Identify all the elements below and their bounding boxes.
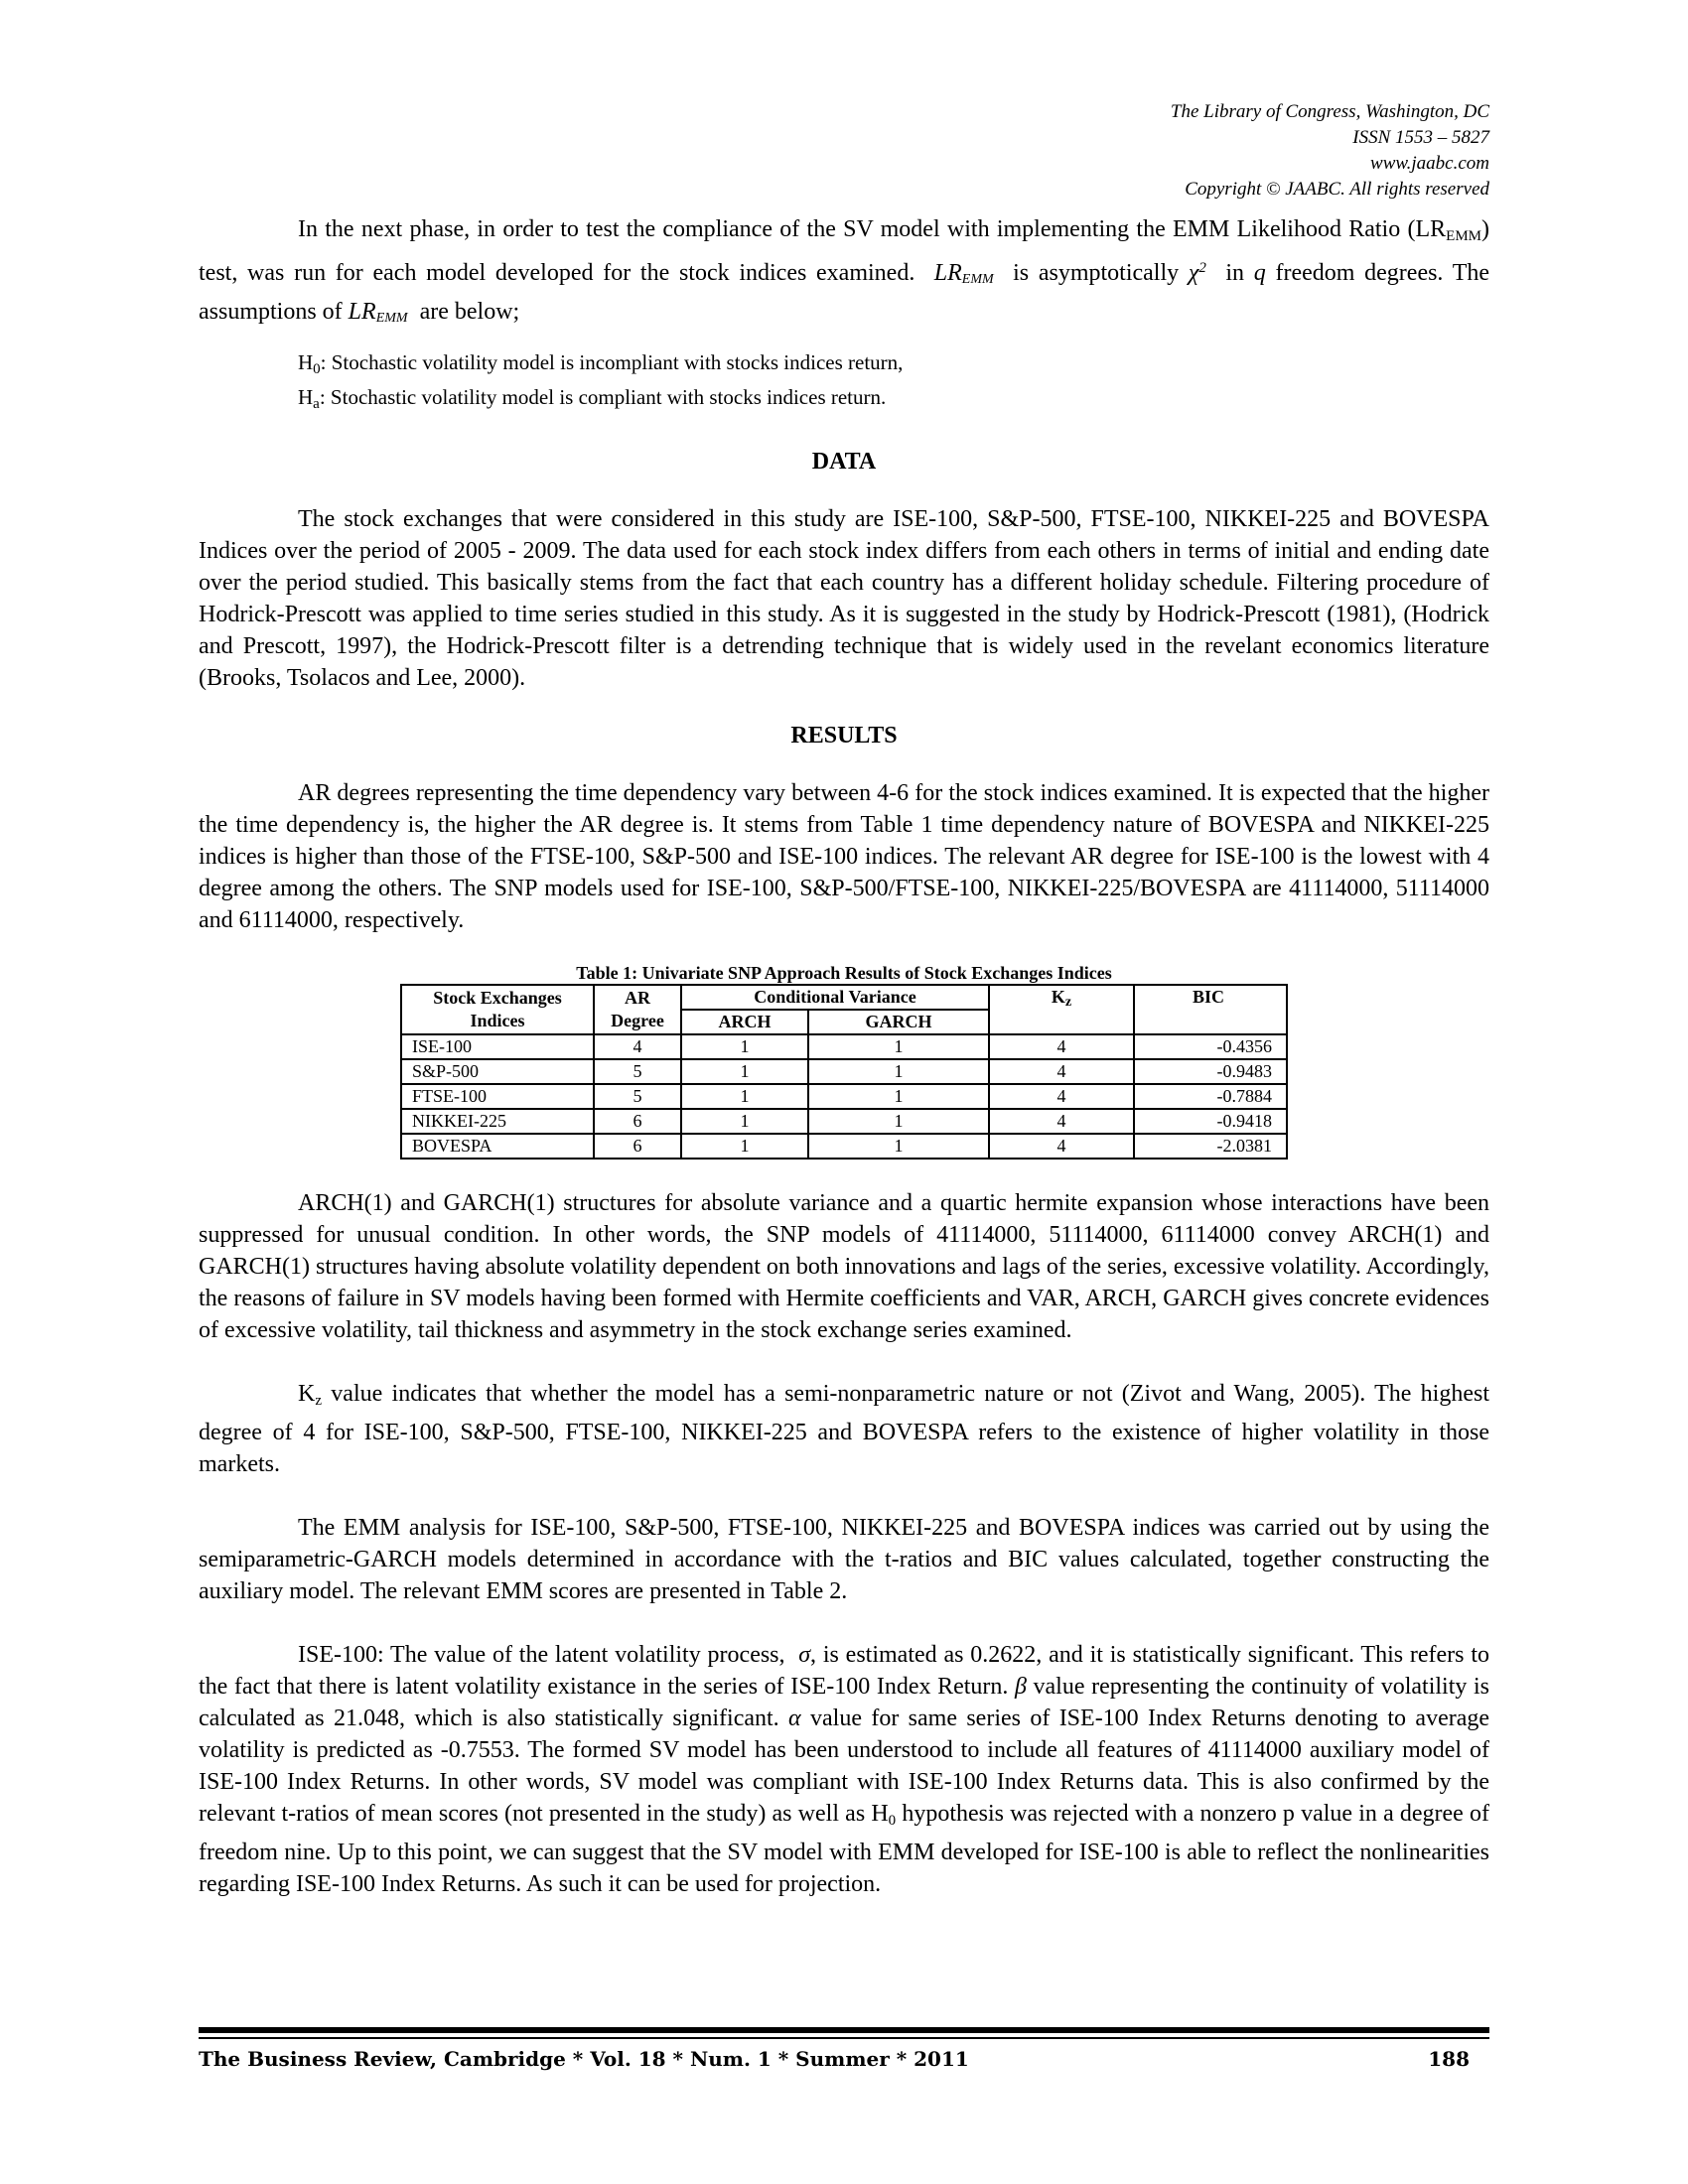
header-line-copyright: Copyright © JAABC. All rights reserved bbox=[1185, 179, 1489, 200]
page-number: 188 bbox=[1428, 2047, 1470, 2071]
results-heading: RESULTS bbox=[790, 723, 898, 749]
header-line-library: The Library of Congress, Washington, DC bbox=[1170, 101, 1489, 122]
table-row: FTSE-100 5 1 1 4 -0.7884 bbox=[401, 1084, 1287, 1109]
journal-header bbox=[1171, 99, 1489, 203]
table-row: ISE-100 4 1 1 4 -0.4356 bbox=[401, 1034, 1287, 1059]
chi-squared-symbol: $\chi^2$ bbox=[1188, 260, 1206, 286]
header-line-issn: ISSN 1553 – 5827 bbox=[1352, 127, 1489, 148]
arch-garch-paragraph: ARCH(1) and GARCH(1) structures for absolute variance and a quartic hermite expansion whose interactions have been suppressed for unusual condition. In other words, the SNP models of 41114000, 51114000, 61114000 convey ARCH(1) and GARCH(1) structures having absolute volatility dependent on both innovations and lags of the series, excessive volatility. Accordingly, the reasons of failure in SV models having been formed with Hermite coefficients and VAR, ARCH, GARCH gives concrete evidences of excessive volatility, tail thickness and asymmetry in the stock exchange series examined. bbox=[199, 1190, 1489, 1343]
beta-symbol: β bbox=[1014, 1674, 1027, 1700]
header-kz: Kz bbox=[989, 985, 1134, 1034]
header-bic: BIC bbox=[1134, 985, 1287, 1034]
footer-journal-info: The Business Review, Cambridge * Vol. 18 * Num. 1 * Summer * 2011 bbox=[199, 2047, 969, 2071]
results-table bbox=[400, 984, 1288, 1160]
null-hypothesis: $H_0$: Stochastic volatility model is incompliant with stocks indices return, bbox=[298, 350, 904, 377]
alpha-symbol: α bbox=[788, 1706, 801, 1731]
header-ar-degree: AR Degree bbox=[594, 985, 681, 1034]
kz-paragraph: $K_z$ value indicates that whether the model has a semi-nonparametric nature or not (Zivot and Wang, 2005). The highest degree of 4 for ISE-100, S&P-500, FTSE-100, NIKKEI-225 and BOVESPA refers to the existence of higher volatility in those markets. bbox=[199, 1381, 1489, 1477]
lr-emm-symbol-2: LREMM bbox=[348, 299, 408, 326]
table-caption: Table 1: Univariate SNP Approach Results of Stock Exchanges Indices bbox=[576, 963, 1112, 983]
article-body bbox=[199, 213, 1489, 1900]
intro-paragraph: In the next phase, in order to test the compliance of the SV model with implementing the EMM Likelihood Ratio $(LR_{EMM})$ test, was run for each model developed for the stock indices examined. LREMM is asymptotically $\chi^2$ in q freedom degrees. The assumptions of LREMM are below; bbox=[199, 216, 1490, 326]
table-row: BOVESPA 6 1 1 4 -2.0381 bbox=[401, 1134, 1287, 1159]
results-paragraph: AR degrees representing the time dependency vary between 4-6 for the stock indices examined. It is expected that the higher the time dependency is, the higher the AR degree is. It stems from Table 1 time dependency nature of BOVESPA and NIKKEI-225 indices is higher than those of the FTSE-100, S&P-500 and ISE-100 indices. The relevant AR degree for ISE-100 is the lowest with 4 degree among the others. The SNP models used for ISE-100, S&P-500/FTSE-100, NIKKEI-225/BOVESPA are 41114000, 51114000 and 61114000, respectively. bbox=[199, 780, 1489, 933]
header-stock-exchanges: Stock Exchanges Indices bbox=[401, 985, 594, 1034]
emm-paragraph: The EMM analysis for ISE-100, S&P-500, FTSE-100, NIKKEI-225 and BOVESPA indices was carried out by using the semiparametric-GARCH models determined in accordance with the t-ratios and BIC values calculated, together constructing the auxiliary model. The relevant EMM scores are presented in Table 2. bbox=[199, 1515, 1489, 1604]
sigma-symbol: σ bbox=[798, 1642, 811, 1668]
header-arch: ARCH bbox=[681, 1010, 808, 1034]
lr-emm-symbol: LREMM bbox=[933, 260, 994, 287]
hypotheses bbox=[298, 348, 1489, 418]
header-line-website: www.jaabc.com bbox=[1370, 153, 1489, 174]
ise100-paragraph: ISE-100: The value of the latent volatility process, σ, is estimated as 0.2622, and it is statistically significant. This refers to the fact that there is latent volatility existance in the series of ISE-100 Index Return. β value representing the continuity of volatility is calculated as 21.048, which is also statistically significant. α value for same series of ISE-100 Index Returns denoting to average volatility is predicted as -0.7553. The formed SV model has been understood to include all features of 41114000 auxiliary model of ISE-100 Index Returns. In other words, SV model was compliant with ISE-100 Index Returns data. This is also confirmed by the relevant t-ratios of mean scores (not presented in the study) as well as $H_0$ hypothesis was rejected with a nonzero p value in a degree of freedom nine. Up to this point, we can suggest that the SV model with EMM developed for ISE-100 is able to reflect the nonlinearities regarding ISE-100 Index Returns. As such it can be used for projection. bbox=[199, 1642, 1490, 1897]
alternative-hypothesis: $H_a$: Stochastic volatility model is compliant with stocks indices return. bbox=[298, 385, 887, 412]
header-garch: GARCH bbox=[808, 1010, 989, 1034]
header-conditional-variance: Conditional Variance bbox=[681, 985, 989, 1010]
footer-rule-thick bbox=[199, 2027, 1489, 2033]
data-paragraph: The stock exchanges that were considered in this study are ISE-100, S&P-500, FTSE-100, NIKKEI-225 and BOVESPA Indices over the period of 2005 - 2009. The data used for each stock index differs from each others in terms of initial and ending date over the period studied. This basically stems from the fact that each country has a different holiday schedule. Filtering procedure of Hodrick-Prescott was applied to time series studied in this study. As it is suggested in the study by Hodrick-Prescott (1981), (Hodrick and Prescott, 1997), the Hodrick-Prescott filter is a detrending technique that is widely used in the revelant economics literature (Brooks, Tsolacos and Lee, 2000). bbox=[199, 506, 1489, 691]
data-heading: DATA bbox=[811, 449, 877, 475]
footer-rule-thin bbox=[199, 2037, 1489, 2039]
table-row: S&P-500 5 1 1 4 -0.9483 bbox=[401, 1059, 1287, 1084]
q-symbol: q bbox=[1253, 260, 1266, 286]
table-row: NIKKEI-225 6 1 1 4 -0.9418 bbox=[401, 1109, 1287, 1134]
